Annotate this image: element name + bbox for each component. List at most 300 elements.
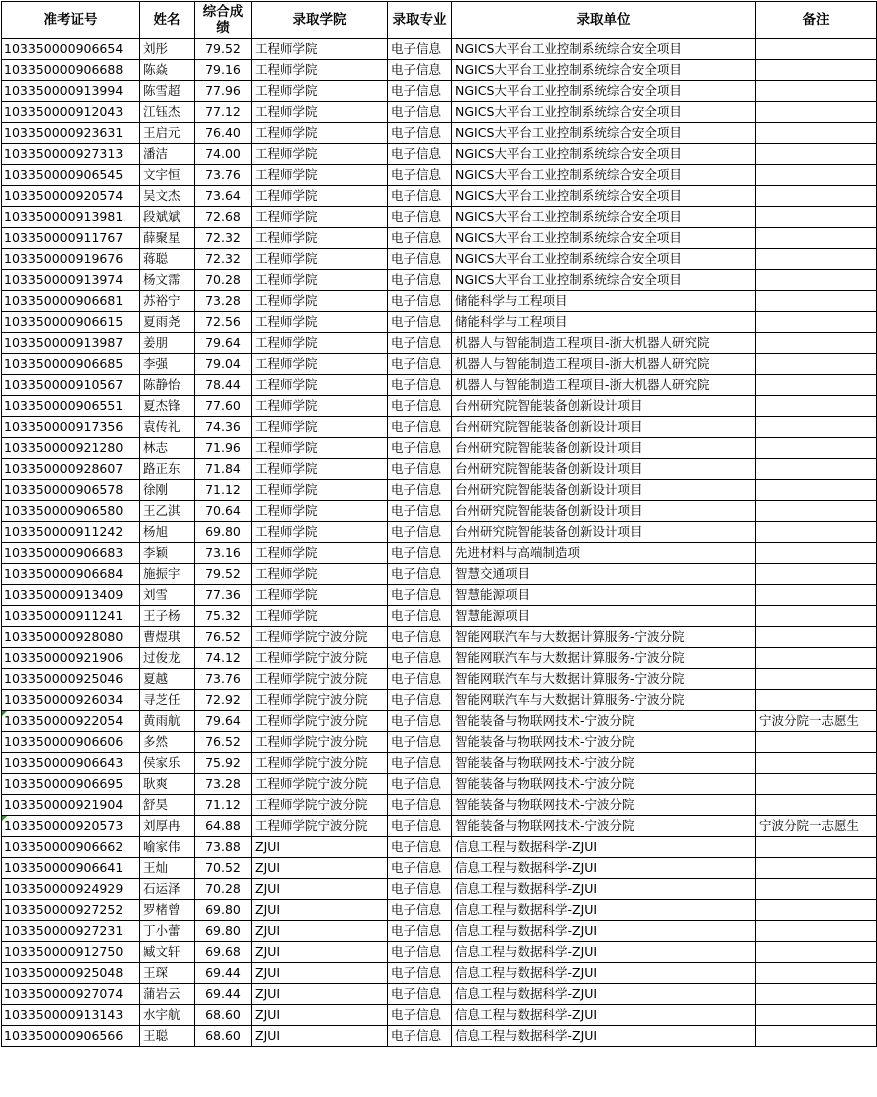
cell-score: 73.76 <box>195 165 252 186</box>
cell-major: 电子信息 <box>388 585 452 606</box>
cell-name: 刘厚冉 <box>140 816 195 837</box>
cell-note <box>756 165 877 186</box>
cell-major: 电子信息 <box>388 942 452 963</box>
table-row <box>2 333 877 354</box>
cell-major: 电子信息 <box>388 1026 452 1047</box>
cell-note <box>756 312 877 333</box>
cell-exam-id: 103350000911242 <box>2 522 140 543</box>
cell-major: 电子信息 <box>388 123 452 144</box>
cell-college: ZJUI <box>252 900 388 921</box>
cell-unit: 台州研究院智能装备创新设计项目 <box>452 417 756 438</box>
cell-note <box>756 753 877 774</box>
table-row <box>2 753 877 774</box>
cell-exam-id: 103350000911767 <box>2 228 140 249</box>
cell-college: 工程师学院宁波分院 <box>252 648 388 669</box>
cell-note <box>756 648 877 669</box>
cell-note <box>756 879 877 900</box>
cell-name: 过俊龙 <box>140 648 195 669</box>
cell-score: 76.52 <box>195 732 252 753</box>
cell-name: 薛聚星 <box>140 228 195 249</box>
admission-table <box>1 1 877 1047</box>
cell-college: 工程师学院 <box>252 606 388 627</box>
cell-note <box>756 249 877 270</box>
cell-unit: NGICS大平台工业控制系统综合安全项目 <box>452 102 756 123</box>
cell-score: 70.28 <box>195 879 252 900</box>
table-row <box>2 543 877 564</box>
table-row <box>2 627 877 648</box>
cell-college: ZJUI <box>252 858 388 879</box>
cell-major: 电子信息 <box>388 396 452 417</box>
cell-score: 69.80 <box>195 522 252 543</box>
cell-name: 陈静怡 <box>140 375 195 396</box>
cell-college: 工程师学院 <box>252 417 388 438</box>
cell-score: 71.84 <box>195 459 252 480</box>
cell-name: 王乙淇 <box>140 501 195 522</box>
cell-college: 工程师学院 <box>252 543 388 564</box>
cell-college: 工程师学院宁波分院 <box>252 753 388 774</box>
cell-exam-id: 103350000912043 <box>2 102 140 123</box>
cell-score: 77.36 <box>195 585 252 606</box>
cell-exam-id: 103350000917356 <box>2 417 140 438</box>
cell-exam-id: 103350000925046 <box>2 669 140 690</box>
cell-major: 电子信息 <box>388 648 452 669</box>
cell-unit: 智能装备与物联网技术-宁波分院 <box>452 816 756 837</box>
cell-college: 工程师学院 <box>252 123 388 144</box>
cell-college: 工程师学院宁波分院 <box>252 732 388 753</box>
table-row <box>2 165 877 186</box>
header-note: 备注 <box>756 2 877 39</box>
cell-name: 王琛 <box>140 963 195 984</box>
cell-note <box>756 900 877 921</box>
cell-score: 71.12 <box>195 795 252 816</box>
cell-name: 水宇航 <box>140 1005 195 1026</box>
table-row <box>2 291 877 312</box>
cell-note <box>756 1005 877 1026</box>
cell-name: 文宇恒 <box>140 165 195 186</box>
cell-college: 工程师学院 <box>252 291 388 312</box>
cell-major: 电子信息 <box>388 186 452 207</box>
cell-score: 75.92 <box>195 753 252 774</box>
cell-major: 电子信息 <box>388 60 452 81</box>
cell-exam-id: 103350000925048 <box>2 963 140 984</box>
cell-major: 电子信息 <box>388 606 452 627</box>
table-row <box>2 732 877 753</box>
cell-exam-id: 103350000924929 <box>2 879 140 900</box>
cell-note <box>756 417 877 438</box>
cell-college: 工程师学院宁波分院 <box>252 795 388 816</box>
cell-exam-id: 103350000913143 <box>2 1005 140 1026</box>
cell-major: 电子信息 <box>388 522 452 543</box>
table-row <box>2 123 877 144</box>
cell-college: 工程师学院 <box>252 165 388 186</box>
cell-score: 77.60 <box>195 396 252 417</box>
cell-college: ZJUI <box>252 921 388 942</box>
cell-unit: 智能网联汽车与大数据计算服务-宁波分院 <box>452 690 756 711</box>
table-row <box>2 564 877 585</box>
cell-note <box>756 942 877 963</box>
cell-exam-id: 103350000906545 <box>2 165 140 186</box>
cell-note <box>756 291 877 312</box>
table-row <box>2 312 877 333</box>
cell-unit: 储能科学与工程项目 <box>452 312 756 333</box>
table-row <box>2 963 877 984</box>
table-row <box>2 501 877 522</box>
cell-major: 电子信息 <box>388 333 452 354</box>
cell-score: 72.56 <box>195 312 252 333</box>
cell-major: 电子信息 <box>388 39 452 60</box>
cell-major: 电子信息 <box>388 921 452 942</box>
cell-college: 工程师学院 <box>252 60 388 81</box>
cell-major: 电子信息 <box>388 837 452 858</box>
cell-name: 陈焱 <box>140 60 195 81</box>
cell-exam-id: 103350000927231 <box>2 921 140 942</box>
cell-major: 电子信息 <box>388 753 452 774</box>
cell-note <box>756 837 877 858</box>
cell-exam-id: 103350000906566 <box>2 1026 140 1047</box>
table-row <box>2 900 877 921</box>
cell-name: 黄雨航 <box>140 711 195 732</box>
cell-note <box>756 396 877 417</box>
table-row <box>2 690 877 711</box>
cell-college: 工程师学院 <box>252 270 388 291</box>
cell-name: 施振宇 <box>140 564 195 585</box>
cell-unit: NGICS大平台工业控制系统综合安全项目 <box>452 207 756 228</box>
cell-name: 耿爽 <box>140 774 195 795</box>
cell-exam-id: 103350000921904 <box>2 795 140 816</box>
cell-note <box>756 354 877 375</box>
cell-note <box>756 480 877 501</box>
table-row <box>2 60 877 81</box>
cell-score: 73.16 <box>195 543 252 564</box>
cell-score: 69.80 <box>195 921 252 942</box>
cell-unit: 台州研究院智能装备创新设计项目 <box>452 501 756 522</box>
cell-exam-id: 103350000906551 <box>2 396 140 417</box>
cell-exam-id: 103350000906580 <box>2 501 140 522</box>
table-row <box>2 795 877 816</box>
cell-college: 工程师学院 <box>252 396 388 417</box>
cell-unit: 台州研究院智能装备创新设计项目 <box>452 396 756 417</box>
cell-major: 电子信息 <box>388 984 452 1005</box>
cell-unit: 信息工程与数据科学-ZJUI <box>452 1005 756 1026</box>
cell-note <box>756 333 877 354</box>
table-row <box>2 984 877 1005</box>
cell-exam-id: 103350000913974 <box>2 270 140 291</box>
cell-unit: 信息工程与数据科学-ZJUI <box>452 879 756 900</box>
cell-college: 工程师学院 <box>252 480 388 501</box>
cell-score: 77.96 <box>195 81 252 102</box>
cell-major: 电子信息 <box>388 291 452 312</box>
header-exam-id: 准考证号 <box>2 2 140 39</box>
cell-college: 工程师学院宁波分院 <box>252 690 388 711</box>
cell-name: 杨旭 <box>140 522 195 543</box>
cell-college: 工程师学院 <box>252 585 388 606</box>
table-row <box>2 858 877 879</box>
cell-score: 72.92 <box>195 690 252 711</box>
cell-score: 69.44 <box>195 963 252 984</box>
cell-unit: 机器人与智能制造工程项目-浙大机器人研究院 <box>452 375 756 396</box>
table-row <box>2 774 877 795</box>
cell-college: 工程师学院 <box>252 459 388 480</box>
table-row <box>2 102 877 123</box>
cell-name: 臧文轩 <box>140 942 195 963</box>
cell-score: 79.52 <box>195 39 252 60</box>
cell-score: 74.12 <box>195 648 252 669</box>
cell-exam-id: 103350000906688 <box>2 60 140 81</box>
cell-exam-id: 103350000906695 <box>2 774 140 795</box>
cell-unit: 台州研究院智能装备创新设计项目 <box>452 522 756 543</box>
cell-name: 王子杨 <box>140 606 195 627</box>
cell-note <box>756 1026 877 1047</box>
cell-score: 78.44 <box>195 375 252 396</box>
cell-college: 工程师学院 <box>252 207 388 228</box>
cell-note <box>756 375 877 396</box>
cell-major: 电子信息 <box>388 879 452 900</box>
cell-college: 工程师学院 <box>252 522 388 543</box>
cell-major: 电子信息 <box>388 669 452 690</box>
table-row <box>2 648 877 669</box>
cell-name: 姜朋 <box>140 333 195 354</box>
cell-score: 73.28 <box>195 291 252 312</box>
cell-exam-id: 103350000906683 <box>2 543 140 564</box>
cell-exam-id: 103350000911241 <box>2 606 140 627</box>
cell-exam-id: 103350000913981 <box>2 207 140 228</box>
cell-note <box>756 984 877 1005</box>
cell-major: 电子信息 <box>388 963 452 984</box>
cell-major: 电子信息 <box>388 1005 452 1026</box>
cell-unit: 智慧能源项目 <box>452 585 756 606</box>
cell-college: ZJUI <box>252 942 388 963</box>
cell-name: 吴文杰 <box>140 186 195 207</box>
cell-major: 电子信息 <box>388 690 452 711</box>
cell-major: 电子信息 <box>388 144 452 165</box>
cell-major: 电子信息 <box>388 480 452 501</box>
cell-exam-id: 103350000906662 <box>2 837 140 858</box>
cell-note <box>756 102 877 123</box>
cell-unit: 智能装备与物联网技术-宁波分院 <box>452 732 756 753</box>
cell-college: 工程师学院 <box>252 102 388 123</box>
cell-exam-id: 103350000912750 <box>2 942 140 963</box>
cell-note <box>756 963 877 984</box>
cell-score: 70.64 <box>195 501 252 522</box>
cell-exam-id: 103350000906654 <box>2 39 140 60</box>
cell-major: 电子信息 <box>388 417 452 438</box>
cell-note <box>756 732 877 753</box>
cell-note: 宁波分院一志愿生 <box>756 711 877 732</box>
cell-unit: NGICS大平台工业控制系统综合安全项目 <box>452 60 756 81</box>
cell-exam-id: 103350000906615 <box>2 312 140 333</box>
header-major: 录取专业 <box>388 2 452 39</box>
cell-name: 杨文霈 <box>140 270 195 291</box>
cell-exam-id: 103350000926034 <box>2 690 140 711</box>
cell-major: 电子信息 <box>388 501 452 522</box>
cell-exam-id: 103350000919676 <box>2 249 140 270</box>
cell-score: 69.44 <box>195 984 252 1005</box>
cell-note <box>756 774 877 795</box>
cell-exam-id: 103350000921906 <box>2 648 140 669</box>
table-row <box>2 375 877 396</box>
table-row <box>2 606 877 627</box>
cell-score: 75.32 <box>195 606 252 627</box>
cell-note <box>756 186 877 207</box>
cell-unit: 储能科学与工程项目 <box>452 291 756 312</box>
cell-unit: NGICS大平台工业控制系统综合安全项目 <box>452 39 756 60</box>
cell-exam-id: 103350000906641 <box>2 858 140 879</box>
cell-exam-id: 103350000906606 <box>2 732 140 753</box>
cell-name: 路正东 <box>140 459 195 480</box>
cell-major: 电子信息 <box>388 774 452 795</box>
cell-unit: 信息工程与数据科学-ZJUI <box>452 858 756 879</box>
cell-name: 苏裕宁 <box>140 291 195 312</box>
cell-name: 夏雨尧 <box>140 312 195 333</box>
cell-exam-id: 103350000906643 <box>2 753 140 774</box>
cell-major: 电子信息 <box>388 438 452 459</box>
cell-exam-id: 103350000906681 <box>2 291 140 312</box>
cell-name: 多然 <box>140 732 195 753</box>
cell-college: 工程师学院 <box>252 81 388 102</box>
table-row <box>2 207 877 228</box>
cell-name: 江钰杰 <box>140 102 195 123</box>
cell-unit: 信息工程与数据科学-ZJUI <box>452 837 756 858</box>
cell-exam-id: 103350000913987 <box>2 333 140 354</box>
cell-score: 79.16 <box>195 60 252 81</box>
cell-unit: NGICS大平台工业控制系统综合安全项目 <box>452 144 756 165</box>
cell-score: 76.52 <box>195 627 252 648</box>
header-unit: 录取单位 <box>452 2 756 39</box>
cell-unit: 智能网联汽车与大数据计算服务-宁波分院 <box>452 669 756 690</box>
cell-unit: NGICS大平台工业控制系统综合安全项目 <box>452 165 756 186</box>
cell-score: 71.12 <box>195 480 252 501</box>
cell-exam-id: 103350000920574 <box>2 186 140 207</box>
cell-unit: 智能网联汽车与大数据计算服务-宁波分院 <box>452 627 756 648</box>
cell-score: 73.76 <box>195 669 252 690</box>
cell-unit: 智慧交通项目 <box>452 564 756 585</box>
cell-score: 69.80 <box>195 900 252 921</box>
cell-unit: 信息工程与数据科学-ZJUI <box>452 921 756 942</box>
cell-score: 68.60 <box>195 1005 252 1026</box>
cell-exam-id: 103350000913409 <box>2 585 140 606</box>
cell-major: 电子信息 <box>388 711 452 732</box>
cell-name: 舒昊 <box>140 795 195 816</box>
table-row <box>2 249 877 270</box>
cell-score: 76.40 <box>195 123 252 144</box>
cell-college: 工程师学院宁波分院 <box>252 711 388 732</box>
cell-exam-id: 103350000920573 <box>2 816 140 837</box>
cell-exam-id: 103350000928080 <box>2 627 140 648</box>
cell-unit: 机器人与智能制造工程项目-浙大机器人研究院 <box>452 333 756 354</box>
cell-name: 夏越 <box>140 669 195 690</box>
cell-name: 蒋聪 <box>140 249 195 270</box>
table-body <box>2 39 877 1047</box>
cell-major: 电子信息 <box>388 816 452 837</box>
cell-unit: 台州研究院智能装备创新设计项目 <box>452 480 756 501</box>
table-row <box>2 837 877 858</box>
cell-note <box>756 543 877 564</box>
cell-note <box>756 60 877 81</box>
table-row <box>2 270 877 291</box>
cell-unit: 先进材料与高端制造项 <box>452 543 756 564</box>
cell-college: 工程师学院 <box>252 333 388 354</box>
cell-college: 工程师学院 <box>252 312 388 333</box>
cell-name: 袁传礼 <box>140 417 195 438</box>
cell-exam-id: 103350000906684 <box>2 564 140 585</box>
cell-note <box>756 144 877 165</box>
cell-unit: NGICS大平台工业控制系统综合安全项目 <box>452 228 756 249</box>
cell-name: 李强 <box>140 354 195 375</box>
cell-note <box>756 501 877 522</box>
cell-college: 工程师学院 <box>252 186 388 207</box>
cell-name: 石运泽 <box>140 879 195 900</box>
cell-note <box>756 858 877 879</box>
cell-exam-id: 103350000921280 <box>2 438 140 459</box>
cell-exam-id: 103350000906578 <box>2 480 140 501</box>
cell-score: 73.64 <box>195 186 252 207</box>
cell-unit: 智慧能源项目 <box>452 606 756 627</box>
cell-score: 73.28 <box>195 774 252 795</box>
cell-note <box>756 522 877 543</box>
cell-major: 电子信息 <box>388 165 452 186</box>
cell-unit: 智能网联汽车与大数据计算服务-宁波分院 <box>452 648 756 669</box>
cell-college: ZJUI <box>252 879 388 900</box>
table-row <box>2 459 877 480</box>
cell-unit: 台州研究院智能装备创新设计项目 <box>452 459 756 480</box>
cell-name: 潘洁 <box>140 144 195 165</box>
cell-score: 68.60 <box>195 1026 252 1047</box>
cell-name: 侯家乐 <box>140 753 195 774</box>
cell-score: 73.88 <box>195 837 252 858</box>
cell-name: 徐刚 <box>140 480 195 501</box>
cell-name: 陈雪超 <box>140 81 195 102</box>
header-name: 姓名 <box>140 2 195 39</box>
cell-college: 工程师学院 <box>252 228 388 249</box>
table-row <box>2 921 877 942</box>
cell-college: 工程师学院宁波分院 <box>252 774 388 795</box>
cell-college: 工程师学院 <box>252 354 388 375</box>
table-row <box>2 669 877 690</box>
cell-college: 工程师学院 <box>252 564 388 585</box>
cell-major: 电子信息 <box>388 249 452 270</box>
cell-college: ZJUI <box>252 1026 388 1047</box>
cell-score: 79.64 <box>195 333 252 354</box>
cell-college: 工程师学院宁波分院 <box>252 669 388 690</box>
table-row <box>2 144 877 165</box>
cell-name: 蒲岩云 <box>140 984 195 1005</box>
cell-unit: 信息工程与数据科学-ZJUI <box>452 942 756 963</box>
cell-note <box>756 123 877 144</box>
cell-note <box>756 81 877 102</box>
header-college: 录取学院 <box>252 2 388 39</box>
cell-unit: NGICS大平台工业控制系统综合安全项目 <box>452 186 756 207</box>
cell-exam-id: 103350000928607 <box>2 459 140 480</box>
cell-score: 74.00 <box>195 144 252 165</box>
cell-note <box>756 669 877 690</box>
cell-note <box>756 795 877 816</box>
cell-note <box>756 39 877 60</box>
cell-college: ZJUI <box>252 837 388 858</box>
cell-note <box>756 438 877 459</box>
cell-unit: 信息工程与数据科学-ZJUI <box>452 1026 756 1047</box>
cell-major: 电子信息 <box>388 354 452 375</box>
table-row <box>2 816 877 837</box>
cell-name: 刘彤 <box>140 39 195 60</box>
cell-unit: NGICS大平台工业控制系统综合安全项目 <box>452 270 756 291</box>
cell-major: 电子信息 <box>388 270 452 291</box>
cell-major: 电子信息 <box>388 228 452 249</box>
cell-name: 罗楮曾 <box>140 900 195 921</box>
table-row <box>2 396 877 417</box>
cell-college: 工程师学院 <box>252 144 388 165</box>
cell-college: 工程师学院 <box>252 249 388 270</box>
cell-college: 工程师学院 <box>252 501 388 522</box>
